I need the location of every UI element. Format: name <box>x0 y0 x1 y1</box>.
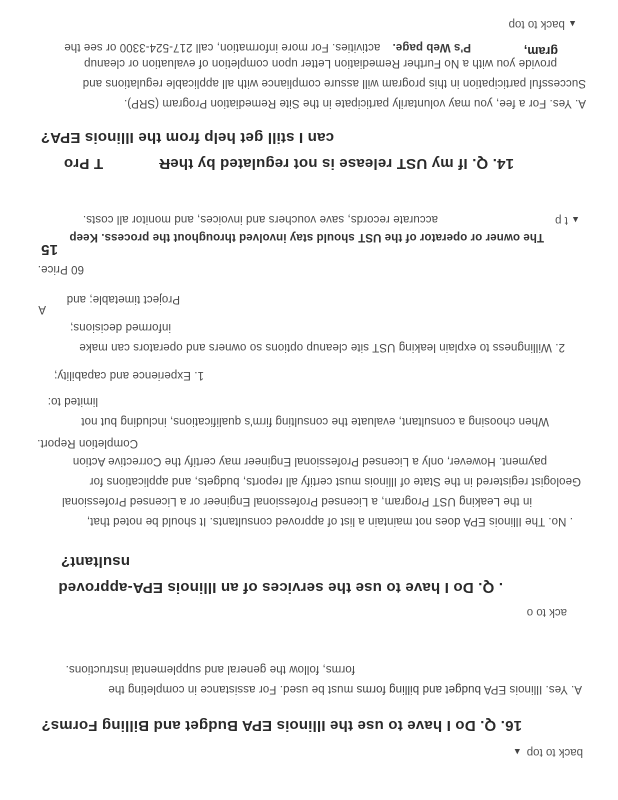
back-to-top-link-4[interactable]: ▲ back to top <box>508 18 577 30</box>
consultant-answer-line-1: . No. The Illinois EPA does not maintain a list of approved consultants. It should be noted that, <box>86 515 573 527</box>
consultant-question-heading: . Q. Do I have to use the services of an Illinois EPA-approved <box>58 579 503 596</box>
consultant-list-item-1: 1. Experience and capability; <box>54 369 204 381</box>
consultant-list-item-4: 60 Price. <box>37 263 84 275</box>
up-triangle-icon: ▲ <box>512 747 522 757</box>
back-to-top-link-3[interactable]: ▲ t p <box>555 214 580 226</box>
budget-billing-forms-link[interactable]: budget and billing forms <box>356 683 482 695</box>
consultant-question-heading-line-2: nsultant? <box>60 553 130 570</box>
epa-web-page-link[interactable]: P's Web page. <box>392 41 471 53</box>
consultant-list-item-3: Project timetable; and <box>66 293 180 305</box>
back-to-top-link-2[interactable]: ack to o <box>526 606 567 618</box>
up-triangle-icon: ▲ <box>568 19 577 29</box>
back-to-top-link-1[interactable]: back to top▲ <box>512 746 583 758</box>
q14-heading: 14. Q. If my UST release is not regulated by theRT Pro <box>63 155 514 172</box>
q16-answer-line-1: A. Yes. Illinois EPA budget and billing forms must be used. For assistance in completing the <box>108 683 582 695</box>
consultant-answer-line-6: When choosing a consultant, evaluate the consulting firm's qualifications, including but not <box>81 415 549 427</box>
q16-heading: 16. Q. Do I have to use the Illinois EPA Budget and Billing Forms? <box>41 717 522 734</box>
consultant-list-marker-60: 60 <box>71 263 84 275</box>
q15-number: 15 <box>40 241 58 258</box>
q14-answer-line-3: provide you with a No Further Remediation Letter upon completion of evaluation or cleanup <box>83 57 557 69</box>
q14-answer-line-1: A. Yes. For a fee, you may voluntarily participate in the Site Remediation Program (SRP). <box>123 97 586 109</box>
up-triangle-icon: ▲ <box>571 215 580 225</box>
consultant-answer-line-2: in the Leaking UST Program, a Licensed Professional Engineer or a Licensed Professional <box>61 495 532 507</box>
consultant-answer-line-3: Geologist registered in the State of Illinois must certify all reports, budgets, and applications for <box>89 475 581 487</box>
q15-answer-line-1: The owner or operator of the UST should stay involved throughout the process. Keep <box>69 231 544 243</box>
q14-trailing-word: gram, <box>523 44 558 58</box>
consultant-list-item-2: 2. Willingness to explain leaking UST site cleanup options so owners and operators can make <box>79 341 565 353</box>
q14-answer-line-4: P's Web page.activities. For more information, call 217-524-3300 or see the <box>64 41 471 53</box>
q15-answer-line-2: accurate records, save vouchers and invoices, and monitor all costs. <box>82 213 438 225</box>
consultant-list-item-2-cont: informed decisions; <box>70 321 171 333</box>
q14-answer-line-2: Successful participation in this program will assure compliance with all applicable regulations and <box>82 77 586 89</box>
consultant-answer-line-5: Completion Report. <box>37 437 138 449</box>
q14-heading-line-2: can I still get help from the Illinois EPA? <box>40 129 334 146</box>
consultant-answer-line-4: payment. However, only a Licensed Professional Engineer may certify the Corrective Action <box>72 455 547 467</box>
q16-answer-line-2: forms, follow the general and supplemental instructions. <box>65 663 355 675</box>
consultant-list-marker-a: A <box>38 303 46 315</box>
consultant-answer-line-7: limited to: <box>47 395 98 407</box>
